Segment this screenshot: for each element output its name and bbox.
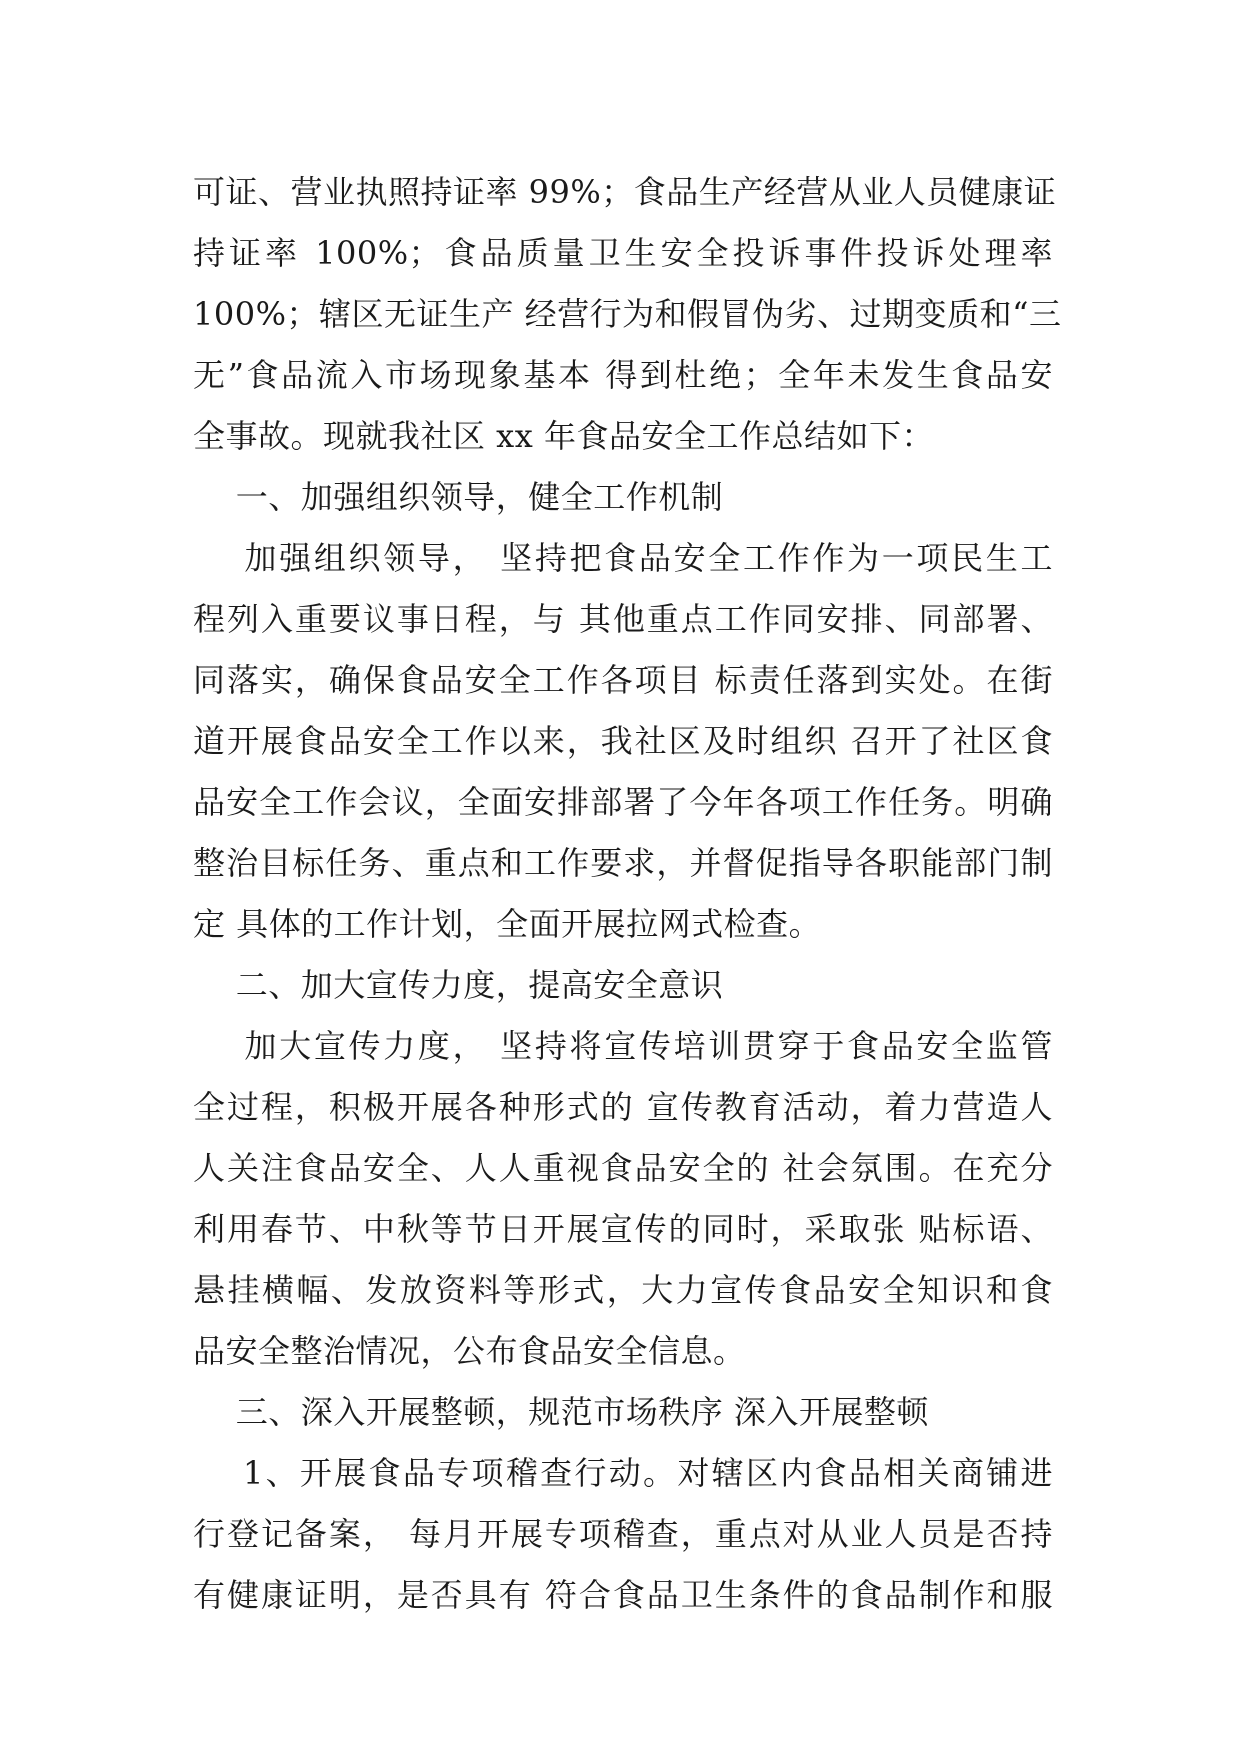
paragraph-line: 无”食品流入市场现象基本 得到杜绝；全年未发生食品安 xyxy=(193,356,1053,394)
paragraph-line: 1、开展食品专项稽查行动。对辖区内食品相关商铺进 xyxy=(193,1454,1053,1492)
paragraph-line: 利用春节、中秋等节日开展宣传的同时，采取张 贴标语、 xyxy=(193,1210,1053,1248)
section-heading: 二、加大宣传力度，提高安全意识 xyxy=(193,966,724,1004)
paragraph-line: 定 具体的工作计划，全面开展拉网式检查。 xyxy=(193,905,822,943)
paragraph-line: 加强组织领导， 坚持把食品安全工作作为一项民生工 xyxy=(193,539,1053,577)
paragraph-line: 品安全工作会议，全面安排部署了今年各项工作任务。明确 xyxy=(193,783,1053,821)
paragraph-line: 程列入重要议事日程，与 其他重点工作同安排、同部署、 xyxy=(193,600,1053,638)
paragraph-line: 人关注食品安全、人人重视食品安全的 社会氛围。在充分 xyxy=(193,1149,1053,1187)
paragraph-line: 可证、营业执照持证率 99%；食品生产经营从业人员健康证 xyxy=(193,173,1057,211)
section-heading: 三、深入开展整顿，规范市场秩序 深入开展整顿 xyxy=(193,1393,929,1431)
paragraph-line: 悬挂横幅、发放资料等形式，大力宣传食品安全知识和食 xyxy=(193,1271,1053,1309)
paragraph-line: 同落实，确保食品安全工作各项目 标责任落到实处。在街 xyxy=(193,661,1053,699)
paragraph-line: 行登记备案， 每月开展专项稽查，重点对从业人员是否持 xyxy=(193,1515,1053,1553)
paragraph-line: 品安全整治情况，公布食品安全信息。 xyxy=(193,1332,746,1370)
paragraph-line: 有健康证明，是否具有 符合食品卫生条件的食品制作和服 xyxy=(193,1576,1053,1614)
document-body xyxy=(193,162,1062,1626)
paragraph-line: 整治目标任务、重点和工作要求，并督促指导各职能部门制 xyxy=(193,844,1053,882)
paragraph-line: 加大宣传力度， 坚持将宣传培训贯穿于食品安全监管 xyxy=(193,1027,1053,1065)
paragraph-line: 全过程，积极开展各种形式的 宣传教育活动，着力营造人 xyxy=(193,1088,1053,1126)
paragraph-line: 持证率 100%；食品质量卫生安全投诉事件投诉处理率 xyxy=(193,234,1053,272)
paragraph-line: 100%；辖区无证生产 经营行为和假冒伪劣、过期变质和“三 xyxy=(193,295,1062,333)
paragraph-line: 全事故。现就我社区 xx 年食品安全工作总结如下： xyxy=(193,417,934,455)
paragraph-line: 道开展食品安全工作以来，我社区及时组织 召开了社区食 xyxy=(193,722,1053,760)
section-heading: 一、加强组织领导，健全工作机制 xyxy=(193,478,724,516)
